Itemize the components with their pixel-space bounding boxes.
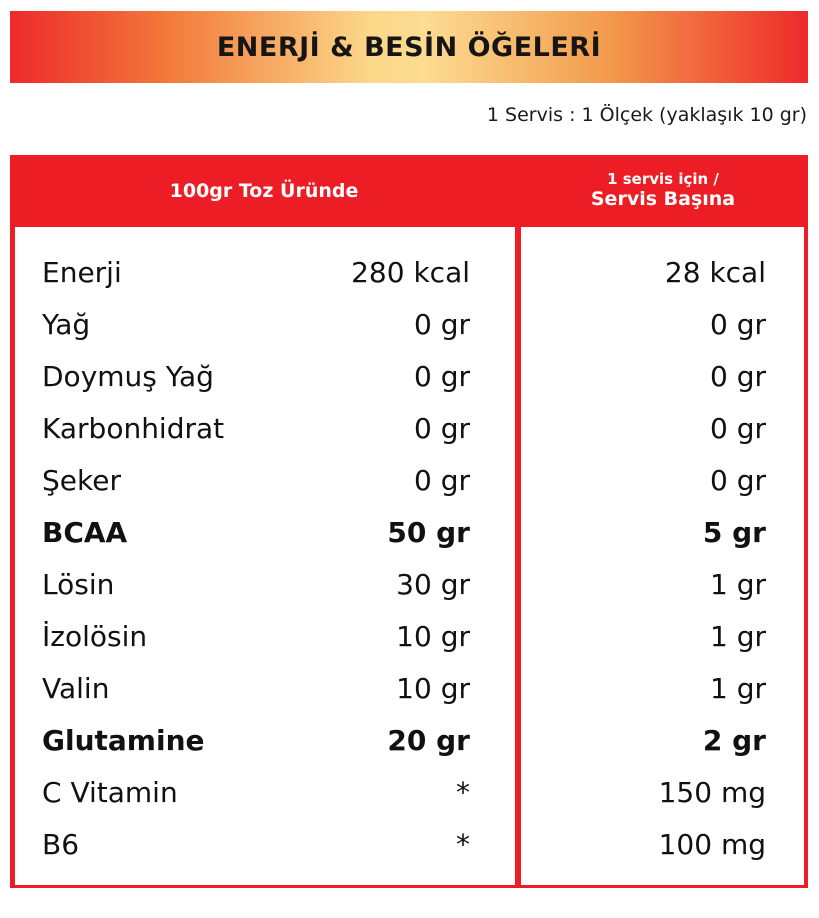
table-rows [10, 155, 808, 888]
nutrient-name: C Vitamin [42, 776, 178, 809]
value-per-serving: 150 mg [658, 776, 766, 809]
value-per-100g: 0 gr [414, 464, 470, 497]
value-per-serving: 1 gr [710, 568, 766, 601]
value-per-100g: 0 gr [414, 360, 470, 393]
value-per-serving: 5 gr [702, 516, 766, 549]
value-per-serving: 1 gr [710, 620, 766, 653]
title-banner [10, 11, 808, 83]
table-row [10, 507, 808, 559]
value-per-100g: 20 gr [387, 724, 470, 757]
table-row [10, 611, 808, 663]
value-per-serving: 0 gr [710, 464, 766, 497]
page-title: ENERJİ & BESİN ÖĞELERİ [216, 31, 602, 63]
value-per-100g: 50 gr [387, 516, 470, 549]
table-row [10, 663, 808, 715]
nutrient-name: Yağ [42, 308, 91, 341]
table-row [10, 715, 808, 767]
table-row [10, 247, 808, 299]
serving-note: 1 Servis : 1 Ölçek (yaklaşık 10 gr) [486, 104, 807, 126]
nutrient-name: İzolösin [42, 620, 148, 653]
value-per-100g: 0 gr [414, 308, 470, 341]
nutrient-name: BCAA [42, 516, 128, 549]
column-header-per-100g: 100gr Toz Üründe [169, 180, 359, 202]
table-row [10, 403, 808, 455]
nutrient-name: B6 [42, 828, 80, 861]
nutrient-name: Doymuş Yağ [42, 360, 214, 393]
value-per-serving: 0 gr [710, 308, 766, 341]
value-per-100g: * [456, 776, 470, 809]
nutrient-name: Lösin [42, 568, 115, 601]
value-per-100g: 0 gr [414, 412, 470, 445]
value-per-serving: 2 gr [702, 724, 766, 757]
value-per-serving: 0 gr [710, 412, 766, 445]
table-row [10, 299, 808, 351]
table-row [10, 559, 808, 611]
nutrient-name: Glutamine [42, 724, 205, 757]
nutrient-name: Enerji [42, 256, 122, 289]
nutrient-name: Şeker [42, 464, 121, 497]
table-row [10, 455, 808, 507]
value-per-100g: 10 gr [396, 672, 470, 705]
column-header-per-serving-big: Servis Başına [590, 187, 736, 210]
column-header-per-serving-small: 1 servis için / [607, 170, 719, 189]
value-per-serving: 1 gr [710, 672, 766, 705]
value-per-100g: 280 kcal [351, 256, 470, 289]
nutrition-table [10, 155, 808, 888]
value-per-serving: 28 kcal [664, 256, 766, 289]
nutrient-name: Valin [42, 672, 110, 705]
nutrient-name: Karbonhidrat [42, 412, 225, 445]
value-per-serving: 0 gr [710, 360, 766, 393]
value-per-serving: 100 mg [658, 828, 766, 861]
table-row [10, 819, 808, 871]
table-row [10, 351, 808, 403]
table-row [10, 767, 808, 819]
value-per-100g: 10 gr [396, 620, 470, 653]
value-per-100g: * [456, 828, 470, 861]
value-per-100g: 30 gr [396, 568, 470, 601]
